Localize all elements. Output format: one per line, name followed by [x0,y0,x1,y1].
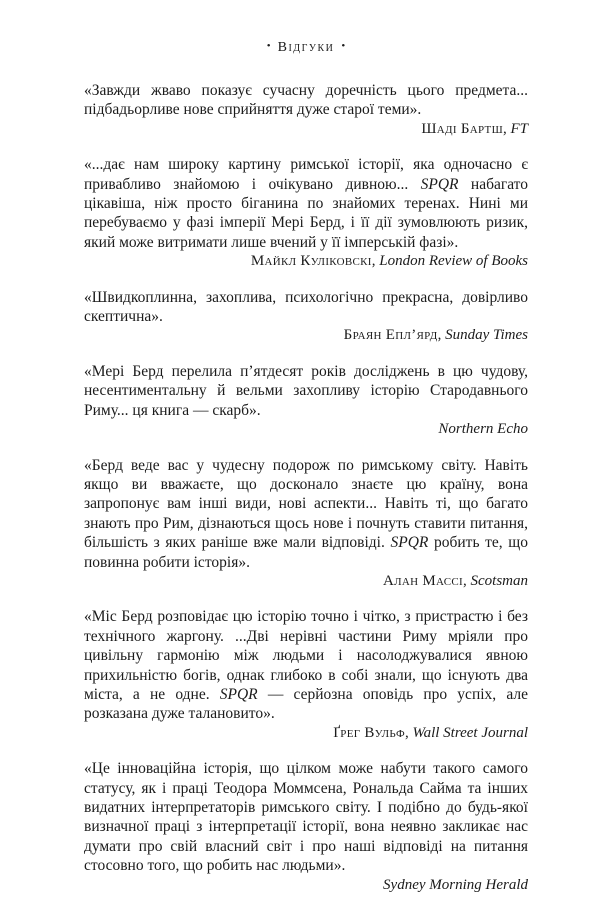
attribution-separator: , [463,572,471,589]
publication-name: Northern Echo [438,421,528,438]
reviewer-name: Алан Массі [382,572,463,589]
quote-segment: набагато цікавіша, ніж просто біганина по знайомих теренах. Нині ми перебуваємо у фазі імперії Мері Берд, і її дії зумовлюють ризик, який може витримати лише вчений у її імперській фазі». [84,175,528,251]
publication-name: FT [510,120,528,137]
quote-segment: «Швидкоплинна, захоплива, психологічно прекрасна, довірливо скептична». [84,288,528,326]
quote-italic-segment: SPQR [219,685,258,703]
review-quote [84,456,528,572]
reviewer-name: Браян Епл’ярд [343,327,438,344]
review-attribution [84,724,528,743]
review-item [84,155,528,271]
quote-segment: робить те, що повинна робити історія». [84,534,528,571]
quote-segment: «Завжди жваво показує сучасну доречність цього предмета... підбадьорливе нове сприйняття дуже старої теми». [84,82,528,119]
reviewer-name: Ґрег Вульф [333,724,405,741]
quote-segment: «Мері Берд перелила п’ятдесят років досліджень в цю чудову, несентиментальну й вельми захопливу історію Стародавнього Риму... ця книга — скарб». [84,362,528,419]
review-item [84,362,528,440]
review-item [84,456,528,592]
review-quote [84,288,528,327]
attribution-separator: , [502,120,511,137]
review-attribution [84,420,528,439]
title-text: Відгуки [277,40,335,55]
attribution-separator: , [437,327,446,344]
attribution-separator: , [371,253,380,270]
publication-name: Scotsman [470,572,528,589]
quote-italic-segment: SPQR [420,175,459,193]
review-attribution [84,252,528,271]
quote-segment: «Міс Берд розповідає цю історію точно і чітко, з пристрастю і без технічного жаргону. ...Дві нерівні частини Риму мріяли про цивільну гармонію між людьми і насолоджувалися явною прихильністю богів, однак глибоко в собі знали, що існують два міста, а не одне. [84,608,528,703]
quote-segment: — серйозна оповідь про успіх, але розказана дуже талановито». [84,685,528,723]
review-item [84,288,528,346]
review-item [84,607,528,743]
publication-name: London Review of Books [379,253,528,270]
review-quote [84,155,528,252]
quote-segment: «Берд веде вас у чудесну подорож по римському світу. Навіть якщо ви вважаєте, що досконало знаєте цю країну, вона запропонує вам інші види, нові аспекти... Навіть ті, що багато знають про Рим, дізнаються щось нове і почнуть ставити питання, більшість з яких раніше вже мали відповіді. [84,456,528,552]
review-quote [84,362,528,420]
review-quote [84,81,528,120]
quote-segment: «Це інноваційна історія, що цілком може набути такого самого статусу, як і праці Теодора Моммсена, Рональда Сайма та інших видатних інтерпретаторів римського світу. І подібно до будь-якої визначної праці з інтерпретації історії, вона неявно закликає нас думати про свій власний світ і про наші відповіді на питання стосовно того, що робить нас людьми». [84,760,528,875]
attribution-separator: , [404,724,413,741]
publication-name: Sydney Morning Herald [383,876,528,893]
publication-name: Sunday Times [445,327,528,344]
review-item [84,81,528,139]
reviewer-name: Шаді Бартш [421,120,503,137]
review-attribution [84,876,528,895]
publication-name: Wall Street Journal [412,724,528,741]
page-title [84,40,528,56]
title-bullet-right: • [341,40,346,52]
title-bullet-left: • [266,40,271,52]
review-attribution [84,572,528,591]
reviewer-name: Майкл Куліковскі [250,253,372,270]
quote-italic-segment: SPQR [390,534,429,552]
reviews-list [84,81,528,895]
review-item [84,759,528,895]
review-quote [84,759,528,875]
quote-segment: «...дає нам широку картину римської історії, яка одночасно є привабливо знайомою і очікувано дивною... [84,156,528,193]
review-attribution [84,120,528,139]
review-quote [84,607,528,723]
review-attribution [84,326,528,345]
